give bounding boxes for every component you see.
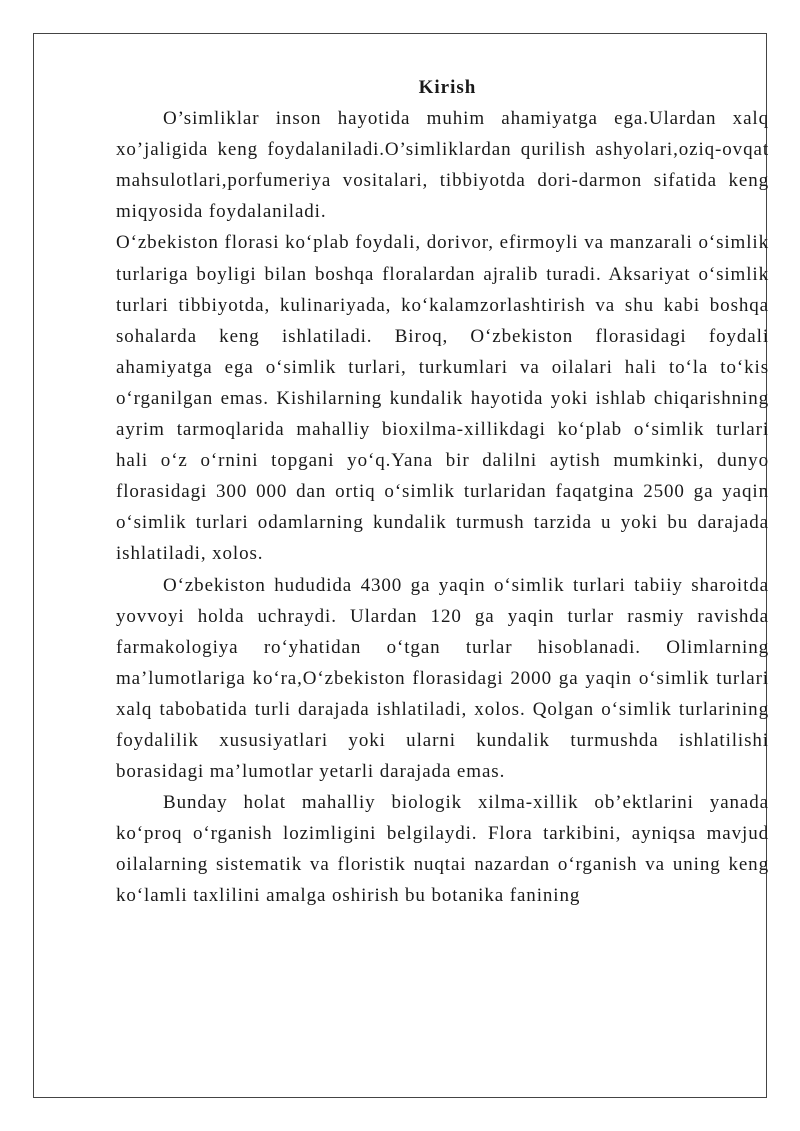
- paragraph-flora: O‘zbekiston florasi ko‘plab foydali, dorivor, efirmoyli va manzarali o‘simlik turlariga boyligi bilan boshqa floralardan ajralib turadi. Aksariyat o‘simlik turlari tibbiyotda, kulinariyada, ko‘kalamzorlashtirish va shu kabi boshqa sohalarda keng ishlatiladi. Biroq, O‘zbekiston florasidagi foydali ahamiyatga ega o‘simlik turlari, turkumlari va oilalari hali to‘la to‘kis o‘rganilgan emas. Kishilarning kundalik hayotida yoki ishlab chiqarishning ayrim tarmoqlarida mahalliy bioxilma-xillikdagi ko‘plab o‘simlik turlari hali o‘z o‘rnini topgani yo‘q.Yana bir dalilni aytish mumkinki, dunyo florasidagi 300 000 dan ortiq o‘simlik turlaridan faqatgina 2500 ga yaqin o‘simlik turlari odamlarning kundalik turmush tarzida u yoki bu darajada ishlatiladi, xolos.: [116, 232, 769, 565]
- paragraph-species: O‘zbekiston hududida 4300 ga yaqin o‘simlik turlari tabiiy sharoitda yovvoyi holda uchraydi. Ulardan 120 ga yaqin turlar rasmiy ravishda farmakologiya ro‘yhatidan o‘tgan turlar hisoblanadi. Olimlarning ma’lumotlariga ko‘ra,O‘zbekiston florasidagi 2000 ga yaqin o‘simlik turlari xalq tabobatida turli darajada ishlatiladi, xolos. Qolgan o‘simlik turlarining foydalilik xususiyatlari yoki ularni kundalik turmushda ishlatilishi borasidagi ma’lumotlar yetarli darajada emas.: [116, 574, 769, 783]
- document-title: Kirish: [418, 77, 477, 98]
- paragraph-intro: O’simliklar inson hayotida muhim ahamiyatga ega.Ulardan xalq xo’jaligida keng foydalaniladi.O’simliklardan qurilish ashyolari,oziq-ovqat mahsulotlari,porfumeriya vositalari, tibbiyotda dori-darmon sifatida keng miqyosida foydalaniladi.: [116, 108, 769, 223]
- document-body: [116, 72, 769, 912]
- paragraph-research: Bunday holat mahalliy biologik xilma-xillik ob’ektlarini yanada ko‘proq o‘rganish lozimligini belgilaydi. Flora tarkibini, ayniqsa mavjud oilalarning sistematik va floristik nuqtai nazardan o‘rganish va uning keng ko‘lamli taxlilini amalga oshirish bu botanika fanining: [116, 792, 769, 907]
